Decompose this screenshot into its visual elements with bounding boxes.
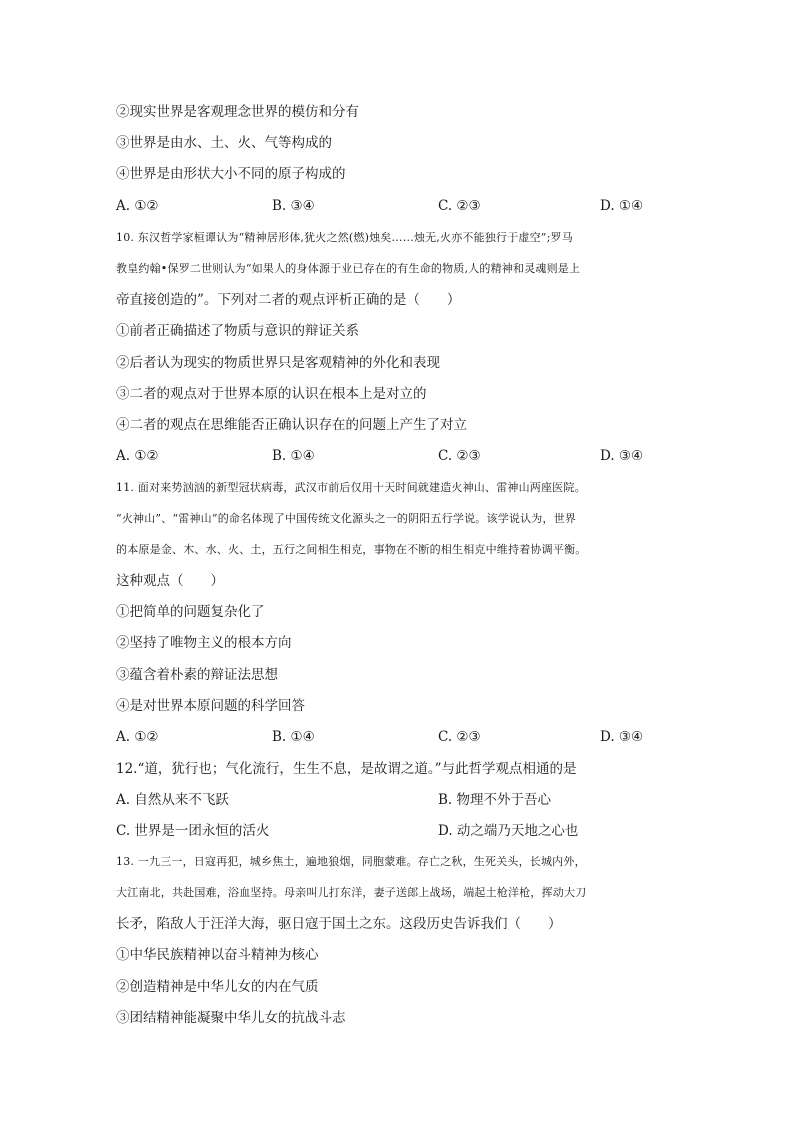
q13-stem-line-2: 大江南北，共赴国难，浴血坚持。母亲叫儿打东洋，妻子送郎上战场，端起土枪洋枪，挥动大刀 <box>116 886 587 899</box>
q12-options-row-2 <box>116 822 676 840</box>
q11-option-b: B. ①④ <box>272 729 315 745</box>
q10-item-4: ④二者的观点在思维能否正确认识存在的问题上产生了对立 <box>116 417 467 433</box>
q9-options <box>116 197 676 215</box>
q12-stem: 12.“道，犹行也；气化流行，生生不息，是故谓之道。”与此哲学观点相通的是 <box>116 761 577 777</box>
q10-stem-line-1: 10. 东汉哲学家桓谭认为“精神居形体,犹火之然(燃)烛矣……烛无,火亦不能独行于虚空”;罗马 <box>116 231 573 244</box>
q9-option-b: B. ③④ <box>272 198 315 214</box>
q10-option-a: A. ①② <box>116 448 159 464</box>
q10-stem-line-3: 帝直接创造的”。下列对二者的观点评析正确的是（ ） <box>116 292 461 308</box>
q11-option-c: C. ②③ <box>438 729 481 745</box>
q10-item-3: ③二者的观点对于世界本原的认识在根本上是对立的 <box>116 386 427 402</box>
q9-item-3: ③世界是由水、土、火、气等构成的 <box>116 135 332 151</box>
q9-option-a: A. ①② <box>116 198 159 214</box>
q10-option-d: D. ③④ <box>600 448 644 464</box>
q11-stem-line-4: 这种观点（ ） <box>116 573 224 589</box>
q11-option-a: A. ①② <box>116 729 159 745</box>
q13-stem-line-3: 长矛，陷敌人于汪洋大海，驱日寇于国土之东。这段历史告诉我们（ ） <box>116 916 562 932</box>
q12-option-d: D. 动之端乃天地之心也 <box>438 823 579 839</box>
q11-stem-line-3: 的本原是金、木、水、火、土，五行之间相生相克，事物在不断的相生相克中维持着协调平衡。 <box>116 543 587 556</box>
q11-item-2: ②坚持了唯物主义的根本方向 <box>116 635 292 651</box>
q10-option-b: B. ①④ <box>272 448 315 464</box>
q12-option-c: C. 世界是一团永恒的活火 <box>116 823 270 839</box>
q11-item-4: ④是对世界本原问题的科学回答 <box>116 698 305 714</box>
q10-options <box>116 447 676 465</box>
q10-stem-line-2: 教皇约翰•保罗二世则认为“如果人的身体源于业已存在的有生命的物质,人的精神和灵魂则是上 <box>116 262 581 275</box>
q12-option-a: A. 自然从来不飞跃 <box>116 792 229 808</box>
q12-options-row-1 <box>116 791 676 809</box>
q11-stem-line-2: “火神山”、“雷神山”的命名体现了中国传统文化源头之一的阴阳五行学说。该学说认为，世界 <box>116 512 577 525</box>
q9-item-2: ②现实世界是客观理念世界的模仿和分有 <box>116 104 359 120</box>
q12-option-b: B. 物理不外于吾心 <box>438 792 552 808</box>
q9-option-c: C. ②③ <box>438 198 481 214</box>
q9-option-d: D. ①④ <box>600 198 644 214</box>
q10-option-c: C. ②③ <box>438 448 481 464</box>
q10-item-1: ①前者正确描述了物质与意识的辩证关系 <box>116 323 359 339</box>
q11-options <box>116 728 676 746</box>
q13-stem-line-1: 13. 一九三一，日寇再犯，城乡焦土，遍地狼烟，同胞蒙难。存亡之秋，生死关头，长城内外， <box>116 855 586 868</box>
q13-item-1: ①中华民族精神以奋斗精神为核心 <box>116 947 319 963</box>
q11-item-1: ①把简单的问题复杂化了 <box>116 604 265 620</box>
q11-option-d: D. ③④ <box>600 729 644 745</box>
q9-item-4: ④世界是由形状大小不同的原子构成的 <box>116 166 346 182</box>
q11-item-3: ③蕴含着朴素的辩证法思想 <box>116 667 278 683</box>
q13-item-2: ②创造精神是中华儿女的内在气质 <box>116 979 319 995</box>
q10-item-2: ②后者认为现实的物质世界只是客观精神的外化和表现 <box>116 355 440 371</box>
q11-stem-line-1: 11. 面对来势汹汹的新型冠状病毒，武汉市前后仅用十天时间就建造火神山、雷神山两座医院。 <box>116 481 586 494</box>
q13-item-3: ③团结精神能凝聚中华儿女的抗战斗志 <box>116 1010 346 1026</box>
